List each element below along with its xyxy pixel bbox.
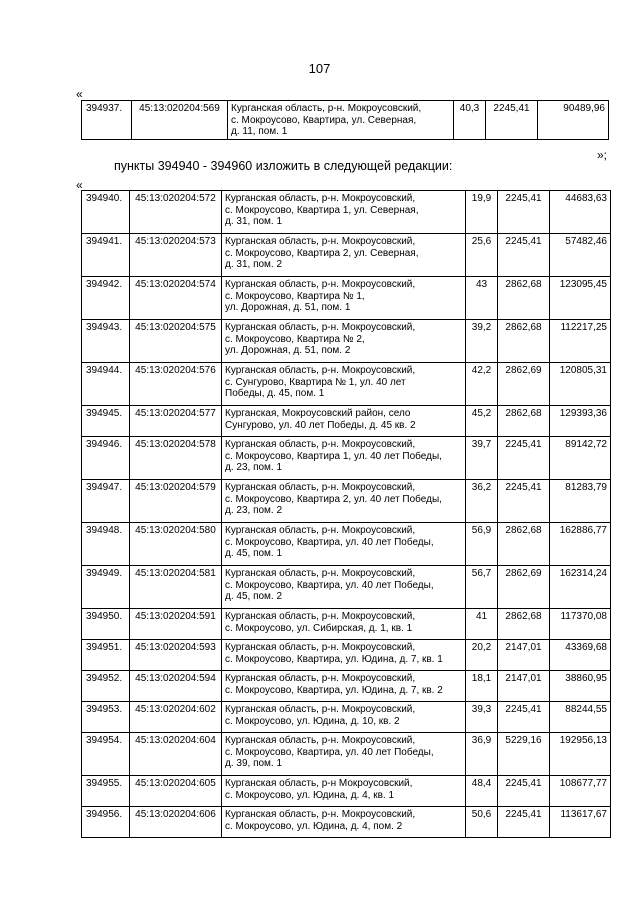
address-line: Курганская область, р-н. Мокроусовский, xyxy=(225,611,416,622)
total-cell: 192956,13 xyxy=(550,733,611,776)
address-line: с. Мокроусово, Квартира 1, ул. 40 лет Победы, xyxy=(225,450,442,462)
price-cell: 5229,16 xyxy=(498,733,550,776)
area-cell: 36,2 xyxy=(466,480,498,523)
table-row xyxy=(82,191,611,234)
address-line: с. Мокроусово, Квартира 1, ул. Северная, xyxy=(225,204,419,216)
table-row xyxy=(82,671,611,702)
cadastral-number-cell: 45:13:020204:593 xyxy=(130,640,222,671)
address-line: Курганская область, р-н. Мокроусовский, xyxy=(225,193,416,204)
cadastral-number-cell: 45:13:020204:591 xyxy=(130,609,222,640)
area-cell: 56,7 xyxy=(466,566,498,609)
table-row xyxy=(82,702,611,733)
address-line: Курганская область, р-н. Мокроусовский, xyxy=(225,673,416,684)
item-number-cell: 394940. xyxy=(82,191,130,234)
address-line: с. Мокроусово, Квартира, ул. Юдина, д. 7, кв. 2 xyxy=(225,684,443,696)
total-cell: 112217,25 xyxy=(550,320,611,363)
open-quote-top: « xyxy=(76,87,83,101)
address-line: Курганская область, р-н. Мокроусовский, xyxy=(225,809,416,820)
area-cell: 56,9 xyxy=(466,523,498,566)
address-line: Курганская область, р-н. Мокроусовский, xyxy=(225,568,416,579)
price-cell: 2245,41 xyxy=(498,480,550,523)
cadastral-number-cell: 45:13:020204:605 xyxy=(130,776,222,807)
price-cell: 2862,68 xyxy=(498,523,550,566)
cadastral-number-cell: 45:13:020204:578 xyxy=(130,437,222,480)
address-line: д. 11, пом. 1 xyxy=(231,126,288,137)
cadastral-number-cell: 45:13:020204:581 xyxy=(130,566,222,609)
table-row xyxy=(82,234,611,277)
items-table xyxy=(81,190,611,838)
item-number-cell: 394951. xyxy=(82,640,130,671)
total-cell: 117370,08 xyxy=(550,609,611,640)
page-number: 107 xyxy=(308,61,331,76)
close-quote: »; xyxy=(597,148,608,162)
previous-items-table xyxy=(81,100,609,140)
cadastral-number-cell: 45:13:020204:602 xyxy=(130,702,222,733)
cadastral-number-cell: 45:13:020204:572 xyxy=(130,191,222,234)
price-cell: 2245,41 xyxy=(498,437,550,480)
address-line: Курганская область, р-н. Мокроусовский, xyxy=(225,525,416,536)
address-cell xyxy=(222,671,466,702)
address-cell xyxy=(222,437,466,480)
cadastral-number-cell: 45:13:020204:574 xyxy=(130,277,222,320)
table-row xyxy=(82,363,611,406)
address-line: с. Мокроусово, Квартира № 2, xyxy=(225,333,365,345)
address-line: Курганская область, р-н. Мокроусовский, xyxy=(225,365,416,376)
address-line: Победы, д. 45, пом. 1 xyxy=(225,388,325,399)
address-line: с. Мокроусово, Квартира, ул. 40 лет Победы, xyxy=(225,536,434,548)
area-cell: 18,1 xyxy=(466,671,498,702)
item-number-cell: 394953. xyxy=(82,702,130,733)
item-number-cell: 394946. xyxy=(82,437,130,480)
cadastral-number-cell: 45:13:020204:579 xyxy=(130,480,222,523)
address-line: Сунгурово, ул. 40 лет Победы, д. 45 кв. 2 xyxy=(225,419,416,431)
total-cell: 90489,96 xyxy=(538,101,609,140)
address-line: д. 31, пом. 2 xyxy=(225,259,283,270)
item-number-cell: 394941. xyxy=(82,234,130,277)
area-cell: 50,6 xyxy=(466,807,498,838)
address-line: Курганская область, р-н. Мокроусовский, xyxy=(225,704,416,715)
cadastral-number-cell: 45:13:020204:573 xyxy=(130,234,222,277)
address-cell xyxy=(222,234,466,277)
table-row xyxy=(82,277,611,320)
total-cell: 108677,77 xyxy=(550,776,611,807)
price-cell: 2147,01 xyxy=(498,640,550,671)
cadastral-number-cell: 45:13:020204:604 xyxy=(130,733,222,776)
table-row xyxy=(82,406,611,437)
table-row xyxy=(82,101,609,140)
address-line: с. Мокроусово, ул. Юдина, д. 4, пом. 2 xyxy=(225,820,403,832)
item-number-cell: 394955. xyxy=(82,776,130,807)
address-line: с. Мокроусово, ул. Сибирская, д. 1, кв. 1 xyxy=(225,622,413,634)
address-line: с. Сунгурово, Квартира № 1, ул. 40 лет xyxy=(225,376,406,388)
address-line: Курганская область, р-н. Мокроусовский, xyxy=(225,322,416,333)
total-cell: 38860,95 xyxy=(550,671,611,702)
area-cell: 45,2 xyxy=(466,406,498,437)
address-line: с. Мокроусово, Квартира, ул. Северная, xyxy=(231,114,417,126)
total-cell: 89142,72 xyxy=(550,437,611,480)
address-line: Курганская, Мокроусовский район, село xyxy=(225,408,411,419)
table-row xyxy=(82,437,611,480)
address-line: с. Мокроусово, Квартира, ул. 40 лет Победы, xyxy=(225,579,434,591)
item-number-cell: 394937. xyxy=(82,101,132,140)
address-line: д. 23, пом. 2 xyxy=(225,505,283,516)
address-cell xyxy=(222,363,466,406)
table-row xyxy=(82,320,611,363)
price-cell: 2245,41 xyxy=(498,702,550,733)
open-quote-main: « xyxy=(76,178,83,192)
address-cell xyxy=(222,640,466,671)
area-cell: 43 xyxy=(466,277,498,320)
address-cell xyxy=(222,807,466,838)
area-cell: 48,4 xyxy=(466,776,498,807)
total-cell: 162886,77 xyxy=(550,523,611,566)
total-cell: 44683,63 xyxy=(550,191,611,234)
address-line: с. Мокроусово, Квартира, ул. Юдина, д. 7, кв. 1 xyxy=(225,653,443,665)
total-cell: 129393,36 xyxy=(550,406,611,437)
address-line: Курганская область, р-н Мокроусовский, xyxy=(225,778,413,789)
address-cell xyxy=(222,191,466,234)
address-cell xyxy=(222,566,466,609)
total-cell: 57482,46 xyxy=(550,234,611,277)
address-line: с. Мокроусово, Квартира 2, ул. Северная, xyxy=(225,247,419,259)
total-cell: 43369,68 xyxy=(550,640,611,671)
cadastral-number-cell: 45:13:020204:577 xyxy=(130,406,222,437)
address-line: Курганская область, р-н. Мокроусовский, xyxy=(225,236,416,247)
table-row xyxy=(82,807,611,838)
address-line: Курганская область, р-н. Мокроусовский, xyxy=(231,103,422,114)
table-row xyxy=(82,609,611,640)
price-cell: 2245,41 xyxy=(498,191,550,234)
item-number-cell: 394942. xyxy=(82,277,130,320)
cadastral-number-cell: 45:13:020204:606 xyxy=(130,807,222,838)
area-cell: 39,2 xyxy=(466,320,498,363)
price-cell: 2862,68 xyxy=(498,609,550,640)
total-cell: 123095,45 xyxy=(550,277,611,320)
address-line: д. 23, пом. 1 xyxy=(225,462,283,473)
total-cell: 81283,79 xyxy=(550,480,611,523)
area-cell: 36,9 xyxy=(466,733,498,776)
address-line: д. 31, пом. 1 xyxy=(225,216,283,227)
total-cell: 162314,24 xyxy=(550,566,611,609)
address-line: с. Мокроусово, ул. Юдина, д. 10, кв. 2 xyxy=(225,715,400,727)
table-row xyxy=(82,733,611,776)
area-cell: 39,3 xyxy=(466,702,498,733)
address-line: д. 45, пом. 1 xyxy=(225,548,283,559)
item-number-cell: 394950. xyxy=(82,609,130,640)
address-cell xyxy=(228,101,454,140)
address-line: Курганская область, р-н. Мокроусовский, xyxy=(225,642,416,653)
address-line: Курганская область, р-н. Мокроусовский, xyxy=(225,439,416,450)
item-number-cell: 394952. xyxy=(82,671,130,702)
price-cell: 2862,69 xyxy=(498,363,550,406)
address-line: с. Мокроусово, ул. Юдина, д. 4, кв. 1 xyxy=(225,789,395,801)
address-cell xyxy=(222,702,466,733)
price-cell: 2245,41 xyxy=(486,101,538,140)
price-cell: 2147,01 xyxy=(498,671,550,702)
address-cell xyxy=(222,523,466,566)
price-cell: 2862,68 xyxy=(498,277,550,320)
address-line: д. 45, пом. 2 xyxy=(225,591,283,602)
total-cell: 113617,67 xyxy=(550,807,611,838)
item-number-cell: 394947. xyxy=(82,480,130,523)
item-number-cell: 394956. xyxy=(82,807,130,838)
price-cell: 2245,41 xyxy=(498,807,550,838)
item-number-cell: 394954. xyxy=(82,733,130,776)
price-cell: 2862,68 xyxy=(498,320,550,363)
price-cell: 2245,41 xyxy=(498,234,550,277)
item-number-cell: 394944. xyxy=(82,363,130,406)
total-cell: 120805,31 xyxy=(550,363,611,406)
address-cell xyxy=(222,406,466,437)
address-cell xyxy=(222,480,466,523)
item-number-cell: 394948. xyxy=(82,523,130,566)
address-line: ул. Дорожная, д. 51, пом. 2 xyxy=(225,345,351,356)
address-cell xyxy=(222,277,466,320)
address-cell xyxy=(222,776,466,807)
address-line: Курганская область, р-н. Мокроусовский, xyxy=(225,279,416,290)
cadastral-number-cell: 45:13:020204:569 xyxy=(132,101,228,140)
table-row xyxy=(82,776,611,807)
price-cell: 2862,68 xyxy=(498,406,550,437)
item-number-cell: 394949. xyxy=(82,566,130,609)
cadastral-number-cell: 45:13:020204:576 xyxy=(130,363,222,406)
area-cell: 41 xyxy=(466,609,498,640)
area-cell: 39,7 xyxy=(466,437,498,480)
address-line: с. Мокроусово, Квартира 2, ул. 40 лет Победы, xyxy=(225,493,442,505)
address-line: д. 39, пом. 1 xyxy=(225,758,283,769)
cadastral-number-cell: 45:13:020204:575 xyxy=(130,320,222,363)
intro-text: пункты 394940 - 394960 изложить в следующей редакции: xyxy=(114,159,453,173)
price-cell: 2245,41 xyxy=(498,776,550,807)
address-line: с. Мокроусово, Квартира № 1, xyxy=(225,290,365,302)
table-row xyxy=(82,566,611,609)
address-line: Курганская область, р-н. Мокроусовский, xyxy=(225,735,416,746)
address-line: с. Мокроусово, Квартира, ул. 40 лет Победы, xyxy=(225,746,434,758)
address-cell xyxy=(222,609,466,640)
table-row xyxy=(82,480,611,523)
address-cell xyxy=(222,320,466,363)
address-cell xyxy=(222,733,466,776)
area-cell: 25,6 xyxy=(466,234,498,277)
area-cell: 20,2 xyxy=(466,640,498,671)
item-number-cell: 394945. xyxy=(82,406,130,437)
cadastral-number-cell: 45:13:020204:580 xyxy=(130,523,222,566)
total-cell: 88244,55 xyxy=(550,702,611,733)
cadastral-number-cell: 45:13:020204:594 xyxy=(130,671,222,702)
area-cell: 42,2 xyxy=(466,363,498,406)
address-line: Курганская область, р-н. Мокроусовский, xyxy=(225,482,416,493)
item-number-cell: 394943. xyxy=(82,320,130,363)
table-row xyxy=(82,523,611,566)
price-cell: 2862,69 xyxy=(498,566,550,609)
area-cell: 40,3 xyxy=(454,101,486,140)
table-row xyxy=(82,640,611,671)
area-cell: 19,9 xyxy=(466,191,498,234)
address-line: ул. Дорожная, д. 51, пом. 1 xyxy=(225,302,351,313)
